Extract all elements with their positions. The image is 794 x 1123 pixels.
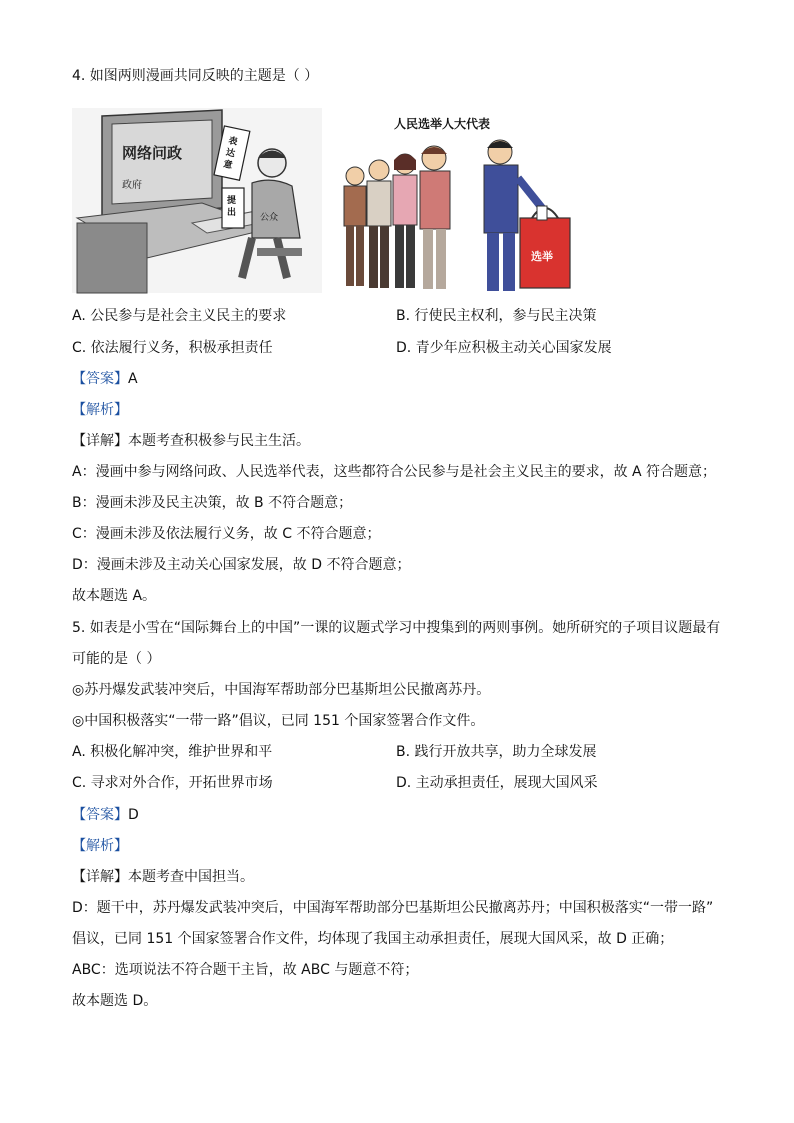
- q5-line-d-1: D：题干中，苏丹爆发武装冲突后，中国海军帮助部分巴基斯坦公民撤离苏丹；中国积极落实“一带一路”: [72, 900, 714, 916]
- q4-line-d: D：漫画未涉及主动关心国家发展，故 D 不符合题意；: [72, 557, 411, 573]
- svg-text:提: 提: [227, 196, 237, 206]
- answer-tag: 【答案】: [72, 371, 128, 387]
- q5-stem-line1: 5. 如表是小雪在“国际舞台上的中国”一课的议题式学习中搜集到的两则事例。她所研究的子项目议题最有: [72, 620, 721, 636]
- q5-stem-line2: 可能的是（ ）: [72, 651, 161, 667]
- q5-case-2: ◎中国积极落实“一带一路”倡议，已同 151 个国家签署合作文件。: [72, 713, 485, 729]
- svg-text:达: 达: [224, 147, 236, 160]
- q5-line-abc: ABC：选项说法不符合题干主旨，故 ABC 与题意不符；: [72, 962, 419, 978]
- q4-answer: [72, 369, 138, 389]
- q4-stem: 4. 如图两则漫画共同反映的主题是（ ）: [72, 68, 319, 84]
- svg-text:表: 表: [227, 136, 239, 148]
- q5-option-d: D. 主动承担责任，展现大国风采: [396, 775, 598, 791]
- q4-line-a: A：漫画中参与网络问政、人民选举代表，这些都符合公民参与是社会主义民主的要求，故 A 符合题意；: [72, 464, 717, 480]
- q4-detail: [72, 431, 310, 451]
- cartoon-election: [344, 116, 570, 291]
- public-label: 公众: [260, 213, 279, 223]
- q5-option-a: A. 积极化解冲突，维护世界和平: [72, 744, 273, 760]
- q4-line-c: C：漫画未涉及依法履行义务，故 C 不符合题意；: [72, 526, 381, 542]
- q5-option-c: C. 寻求对外合作，开拓世界市场: [72, 775, 273, 791]
- q4-conclusion: 故本题选 A。: [72, 588, 157, 604]
- detail-text: 本题考查中国担当。: [128, 869, 254, 885]
- detail-tag: 【详解】: [72, 869, 128, 885]
- q4-line-b: B：漫画未涉及民主决策，故 B 不符合题意；: [72, 495, 353, 511]
- q4-option-b: B. 行使民主权利，参与民主决策: [396, 308, 597, 324]
- q5-conclusion: 故本题选 D。: [72, 993, 158, 1009]
- q4-analysis-tag: 【解析】: [72, 402, 128, 418]
- q5-answer: [72, 805, 139, 825]
- screen-text: 网络问政: [122, 144, 183, 162]
- q5-option-b: B. 践行开放共享，助力全球发展: [396, 744, 597, 760]
- q4-cartoons: [72, 108, 592, 298]
- answer-value: D: [128, 807, 139, 823]
- q5-line-d-2: 倡议，已同 151 个国家签署合作文件，均体现了我国主动承担责任，展现大国风采，故 D 正确；: [72, 931, 674, 947]
- q5-case-1: ◎苏丹爆发武装冲突后，中国海军帮助部分巴基斯坦公民撤离苏丹。: [72, 682, 491, 698]
- q4-option-c: C. 依法履行义务，积极承担责任: [72, 340, 273, 356]
- ballot-box-label: 选举: [531, 250, 553, 263]
- svg-text:出: 出: [227, 208, 237, 218]
- answer-tag: 【答案】: [72, 807, 128, 823]
- cartoon2-title: 人民选举人大代表: [394, 117, 491, 131]
- q5-detail: [72, 867, 254, 887]
- gov-label: 政府: [122, 180, 142, 191]
- cartoon-online-governance: [72, 108, 322, 293]
- q4-option-a: A. 公民参与是社会主义民主的要求: [72, 308, 287, 324]
- detail-tag: 【详解】: [72, 433, 128, 449]
- answer-value: A: [128, 371, 138, 387]
- q4-option-d: D. 青少年应积极主动关心国家发展: [396, 340, 612, 356]
- q5-analysis-tag: 【解析】: [72, 838, 128, 854]
- detail-text: 本题考查积极参与民主生活。: [128, 433, 310, 449]
- svg-text:意: 意: [222, 159, 234, 172]
